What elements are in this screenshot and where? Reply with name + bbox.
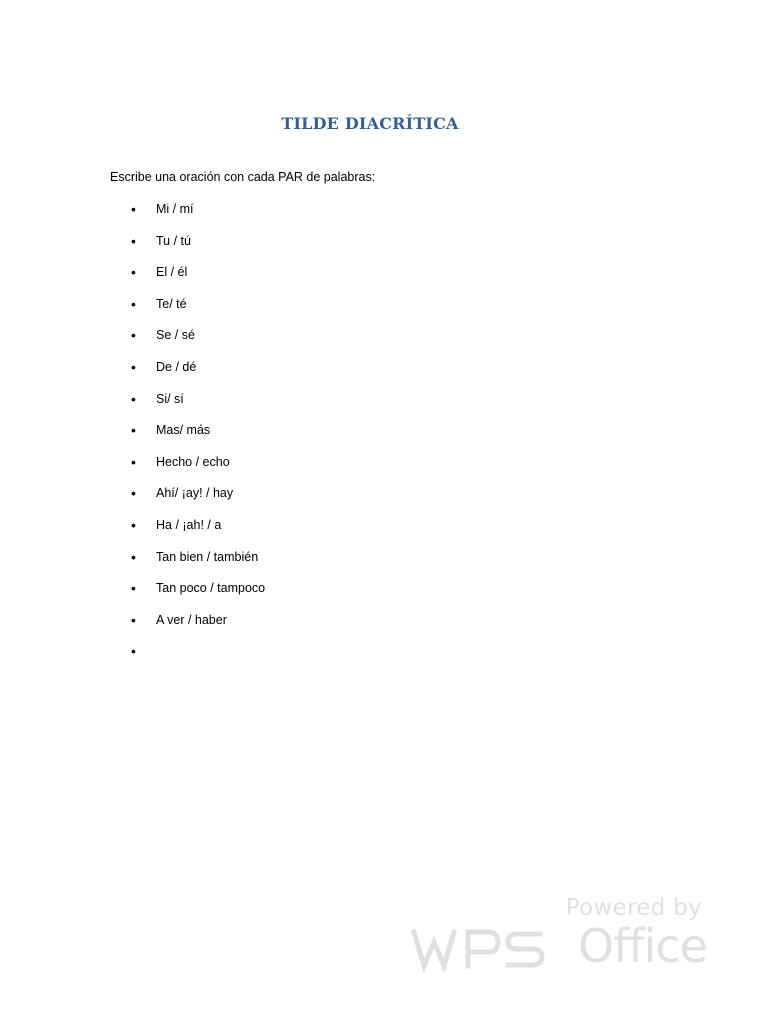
list-item-text: Te/ té — [156, 296, 187, 311]
list-item-empty — [0, 641, 400, 673]
list-item — [0, 262, 400, 294]
list-item — [0, 515, 400, 547]
bullet-icon: • — [131, 327, 136, 344]
list-item — [0, 294, 400, 326]
bullet-icon: • — [131, 358, 136, 375]
list-item-text: Mas/ más — [156, 423, 211, 438]
bullet-icon: • — [131, 516, 136, 533]
list-item — [0, 357, 400, 389]
list-item-text: Hecho / echo — [156, 454, 230, 469]
list-item-text: Si/ sí — [156, 391, 184, 406]
list-item-text: Tu / tú — [156, 233, 191, 248]
bullet-icon: • — [131, 485, 136, 502]
list-item-text: Tan bien / también — [156, 549, 259, 564]
list-item — [0, 578, 400, 610]
list-item — [0, 325, 400, 357]
list-item-text: El / él — [156, 265, 188, 280]
wps-logo-icon — [410, 926, 570, 972]
list-item — [0, 389, 400, 421]
list-item-text: Ha / ¡ah! / a — [156, 517, 222, 532]
list-item-text: De / dé — [156, 359, 197, 374]
wps-office-watermark — [408, 892, 708, 982]
bullet-icon: • — [131, 580, 136, 597]
watermark-office-text: Office — [578, 919, 707, 973]
list-item-text: Mi / mí — [156, 202, 194, 216]
document-title: TILDE DIACRÍTICA — [281, 114, 459, 133]
list-item — [0, 610, 400, 642]
watermark-powered-text: Powered by — [565, 895, 702, 921]
list-item — [0, 547, 400, 579]
list-item-text: Se / sé — [156, 328, 195, 343]
list-item-text: Ahí/ ¡ay! / hay — [156, 486, 234, 501]
bullet-icon: • — [131, 548, 136, 565]
bullet-icon: • — [131, 611, 136, 628]
bullet-icon: • — [131, 232, 136, 249]
list-item — [0, 231, 400, 263]
list-item — [0, 199, 400, 231]
instruction-text: Escribe una oración con cada PAR de palabras: — [110, 170, 376, 184]
list-item — [0, 483, 400, 515]
bullet-icon: • — [131, 264, 136, 281]
list-item-text: A ver / haber — [156, 612, 227, 627]
bullet-icon: • — [131, 422, 136, 439]
list-item — [0, 452, 400, 484]
bullet-icon: • — [131, 643, 136, 660]
bullet-icon: • — [131, 453, 136, 470]
bullet-icon: • — [131, 201, 136, 217]
list-item-text: Tan poco / tampoco — [156, 581, 266, 596]
bullet-icon: • — [131, 390, 136, 407]
list-item — [0, 420, 400, 452]
bullet-icon: • — [131, 295, 136, 312]
word-pair-list — [0, 199, 400, 673]
